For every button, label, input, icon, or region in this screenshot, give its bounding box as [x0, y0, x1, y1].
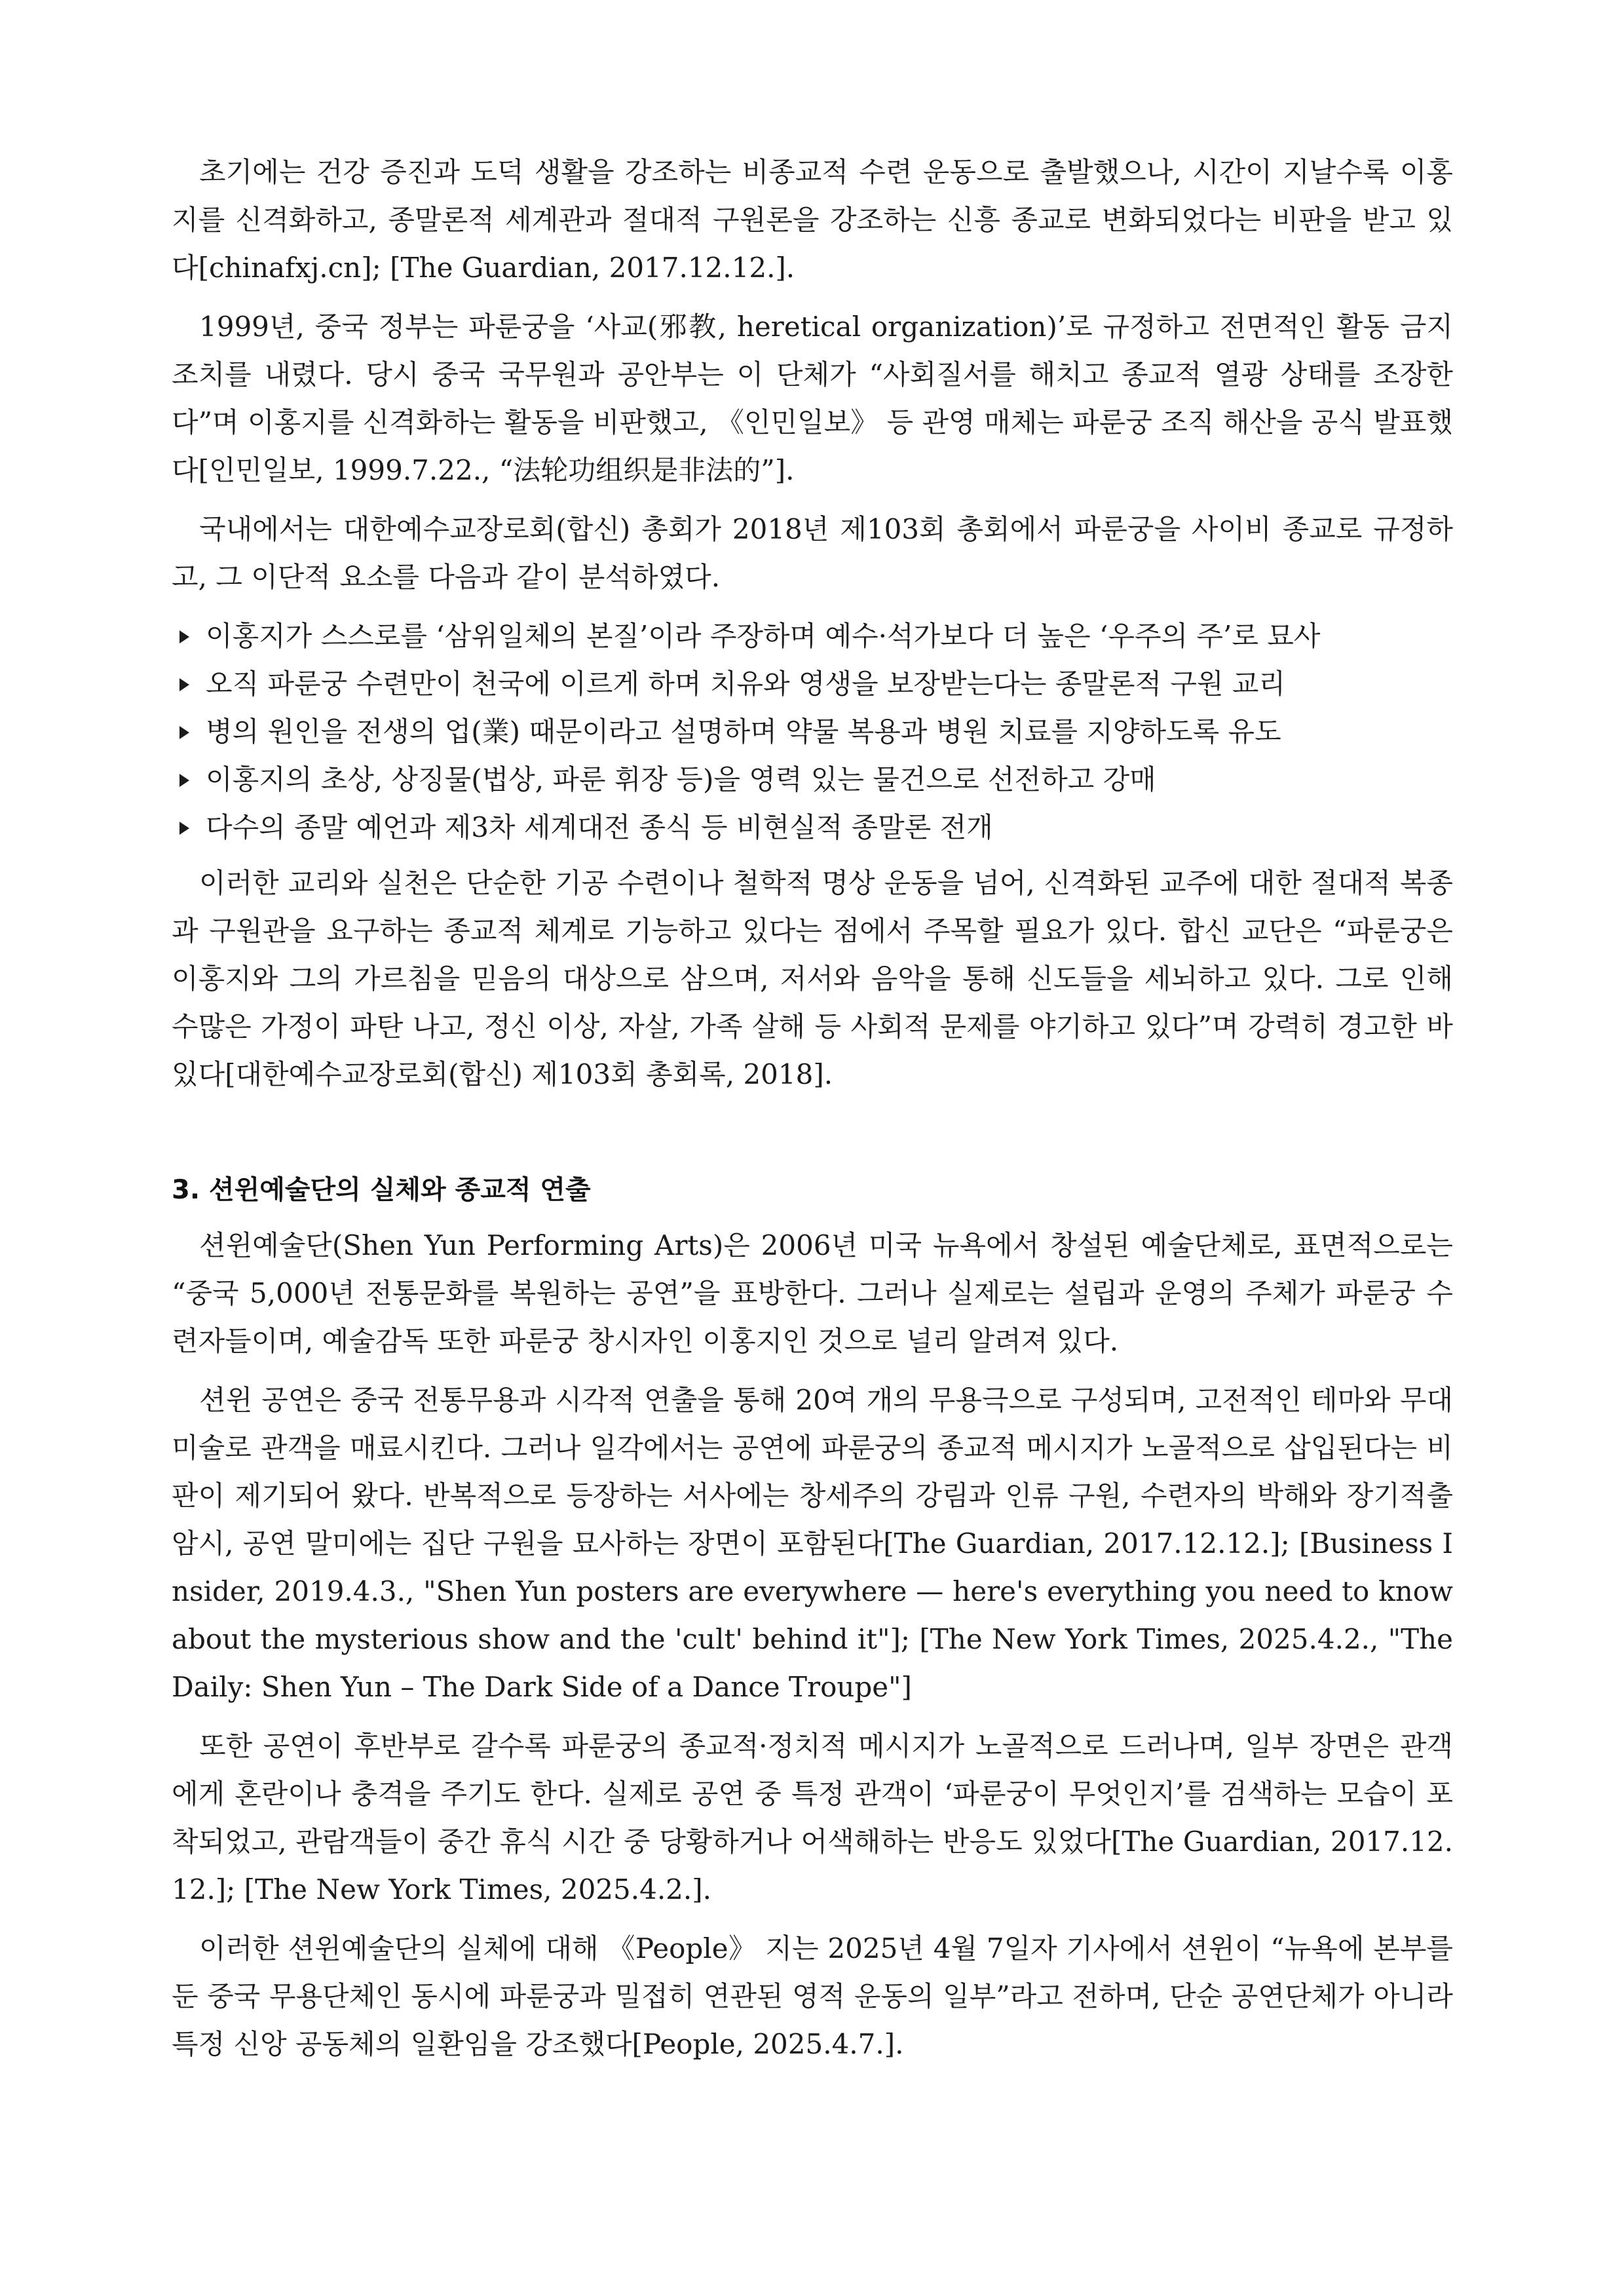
- paragraph: 1999년, 중국 정부는 파룬궁을 ‘사교(邪教, heretical organization)’로 규정하고 전면적인 활동 금지 조치를 내렸다. 당시 중국 국무원과 공안부는 이 단체가 “사회질서를 해치고 종교적 열광 상태를 조장한다”며 이홍지를 신격화하는 활동을 비판했고, 《인민일보》 등 관영 매체는 파룬궁 조직 해산을 공식 발표했다[인민일보, 1999.7.22., “法轮功组织是非法的”].: [172, 311, 1453, 486]
- paragraph: 초기에는 건강 증진과 도덕 생활을 강조하는 비종교적 수련 운동으로 출발했으나, 시간이 지날수록 이홍지를 신격화하고, 종말론적 세계관과 절대적 구원론을 강조하는 신흥 종교로 변화되었다는 비판을 받고 있다[chinafxj.cn]; [The Guardian, 2017.12.12.].: [172, 156, 1453, 284]
- list-item-text: 병의 원인을 전생의 업(業) 때문이라고 설명하며 약물 복용과 병원 치료를 지양하도록 유도: [206, 716, 1281, 748]
- document-body: [172, 148, 1453, 2079]
- triangle-bullet-icon: [179, 678, 189, 691]
- paragraph: 션윈예술단(Shen Yun Performing Arts)은 2006년 미국 뉴욕에서 창설된 예술단체로, 표면적으로는 “중국 5,000년 전통문화를 복원하는 공연”을 표방한다. 그러나 실제로는 설립과 운영의 주체가 파룬궁 수련자들이며, 예술감독 또한 파룬궁 창시자인 이홍지인 것으로 널리 알려져 있다.: [172, 1229, 1453, 1357]
- section-heading: 3. 션윈예술단의 실체와 종교적 연출: [172, 1175, 591, 1205]
- list-item: [172, 612, 1453, 660]
- list-item-text: 오직 파룬궁 수련만이 천국에 이르게 하며 치유와 영생을 보장받는다는 종말론적 구원 교리: [206, 668, 1286, 700]
- paragraph: 이러한 션윈예술단의 실체에 대해 《People》 지는 2025년 4월 7일자 기사에서 션윈이 “뉴욕에 본부를 둔 중국 무용단체인 동시에 파룬궁과 밀접히 연관된 영적 운동의 일부”라고 전하며, 단순 공연단체가 아니라 특정 신앙 공동체의 일환임을 강조했다[People, 2025.4.7.].: [172, 1932, 1453, 2060]
- paragraph: 국내에서는 대한예수교장로회(합신) 총회가 2018년 제103회 총회에서 파룬궁을 사이비 종교로 규정하고, 그 이단적 요소를 다음과 같이 분석하였다.: [172, 513, 1453, 593]
- list-item: [172, 756, 1453, 803]
- paragraph: 션윈 공연은 중국 전통무용과 시각적 연출을 통해 20여 개의 무용극으로 구성되며, 고전적인 테마와 무대미술로 관객을 매료시킨다. 그러나 일각에서는 공연에 파룬궁의 종교적 메시지가 노골적으로 삽입된다는 비판이 제기되어 왔다. 반복적으로 등장하는 서사에는 창세주의 강림과 인류 구원, 수련자의 박해와 장기적출 암시, 공연 말미에는 집단 구원을 묘사하는 장면이 포함된다[The Guardian, 2017.12.12.]; [Business Insider, 2019.4.3., "Shen Yun posters are everywhere — here's everything you need to know about the mysterious show and the 'cult' behind it"]; [The New York Times, 2025.4.2., "The Daily: Shen Yun – The Dark Side of a Dance Troupe"]: [172, 1384, 1453, 1703]
- list-item: [172, 708, 1453, 756]
- list-item-text: 다수의 종말 예언과 제3차 세계대전 종식 등 비현실적 종말론 전개: [206, 811, 993, 843]
- paragraph: 또한 공연이 후반부로 갈수록 파룬궁의 종교적·정치적 메시지가 노골적으로 드러나며, 일부 장면은 관객에게 혼란이나 충격을 주기도 한다. 실제로 공연 중 특정 관객이 ‘파룬궁이 무엇인지’를 검색하는 모습이 포착되었고, 관람객들이 중간 휴식 시간 중 당황하거나 어색해하는 반응도 있었다[The Guardian, 2017.12.12.]; [The New York Times, 2025.4.2.].: [172, 1730, 1453, 1905]
- list-item: [172, 660, 1453, 708]
- heresy-elements-list: [172, 612, 1453, 851]
- triangle-bullet-icon: [179, 630, 189, 643]
- list-item-text: 이홍지의 초상, 상징물(법상, 파룬 휘장 등)을 영력 있는 물건으로 선전하고 강매: [206, 763, 1156, 795]
- list-item-text: 이홍지가 스스로를 ‘삼위일체의 본질’이라 주장하며 예수·석가보다 더 높은 ‘우주의 주’로 묘사: [206, 620, 1321, 652]
- paragraph: 이러한 교리와 실천은 단순한 기공 수련이나 철학적 명상 운동을 넘어, 신격화된 교주에 대한 절대적 복종과 구원관을 요구하는 종교적 체계로 기능하고 있다는 점에서 주목할 필요가 있다. 합신 교단은 “파룬궁은 이홍지와 그의 가르침을 믿음의 대상으로 삼으며, 저서와 음악을 통해 신도들을 세뇌하고 있다. 그로 인해 수많은 가정이 파탄 나고, 정신 이상, 자살, 가족 살해 등 사회적 문제를 야기하고 있다”며 강력히 경고한 바 있다[대한예수교장로회(합신) 제103회 총회록, 2018].: [172, 867, 1454, 1090]
- triangle-bullet-icon: [179, 726, 189, 739]
- triangle-bullet-icon: [179, 822, 189, 835]
- list-item: [172, 803, 1453, 851]
- triangle-bullet-icon: [179, 774, 189, 787]
